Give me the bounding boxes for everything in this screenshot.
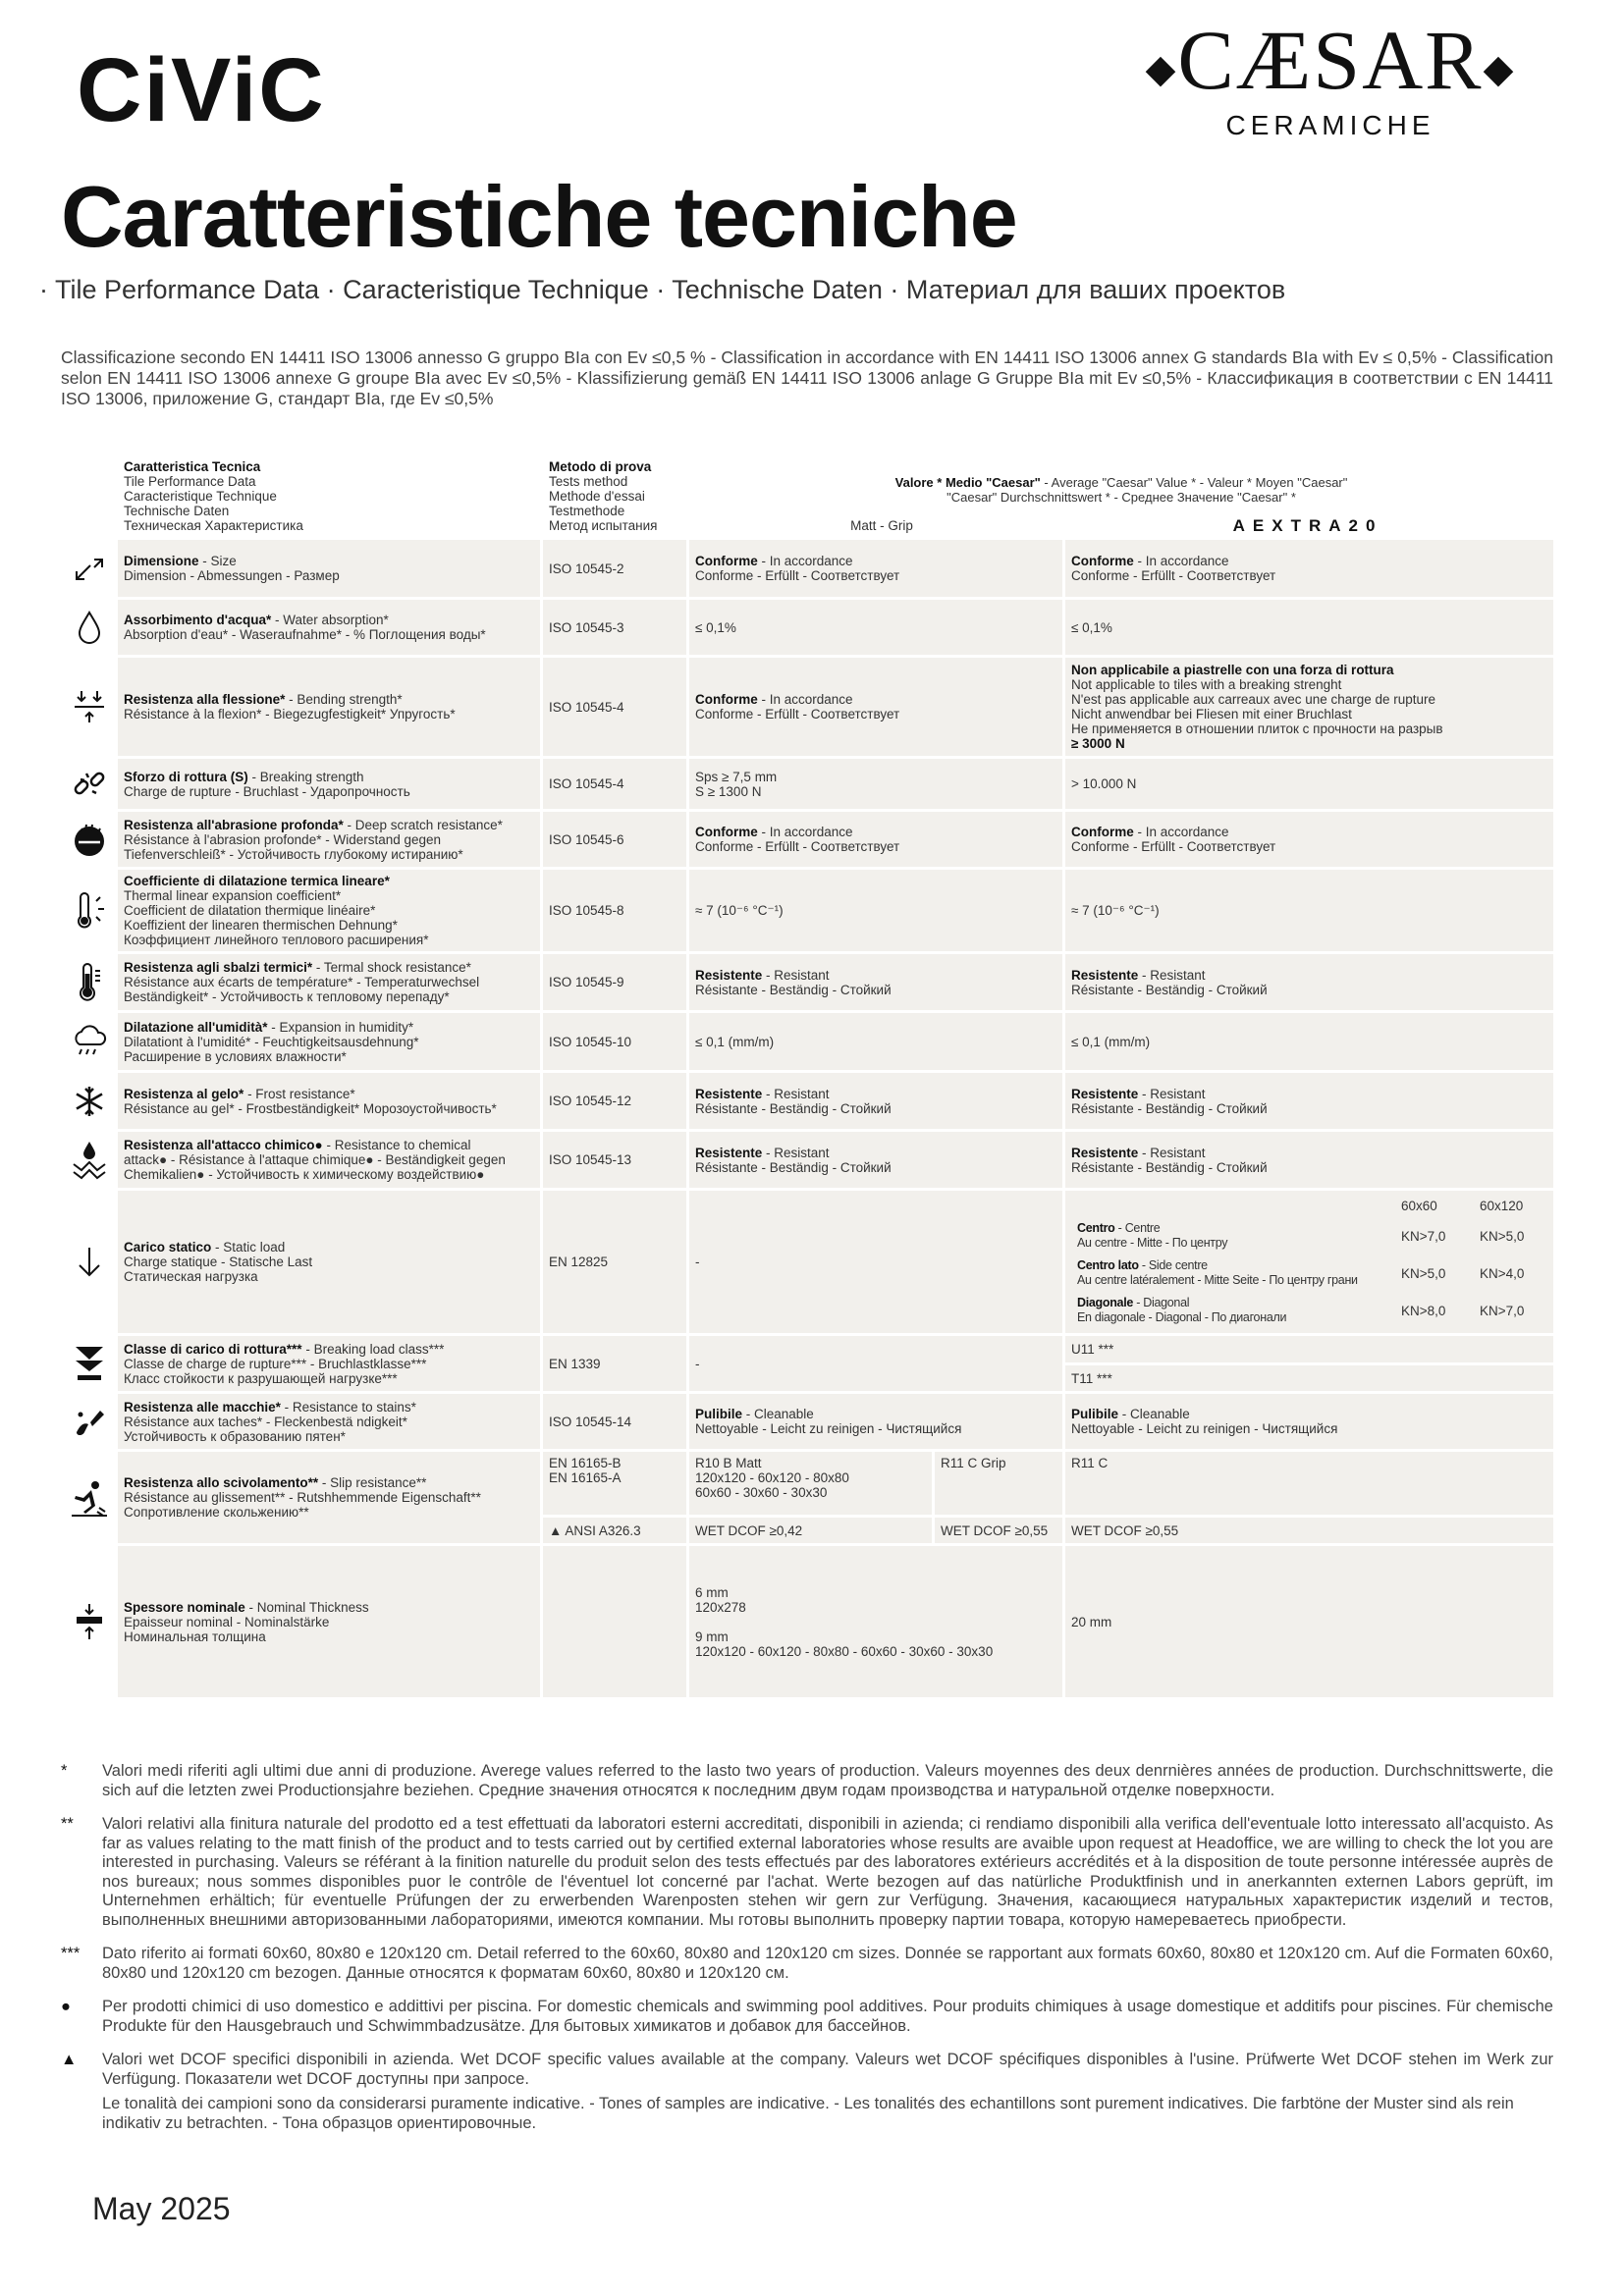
table-row: Resistenza alle macchie* - Resistance to stains* Résistance aux taches* - Fleckenbestä ndigkeit* Устойчивость к образованию пятен* ISO 10545-14 Pulibile - Cleanable Nettoyable - Leicht zu reinigen - Чистящийся Pulibile - Cleanable Nettoyable - Leicht zu reinigen - Чистящийся <box>64 1394 1553 1449</box>
document-date: May 2025 <box>92 2191 231 2226</box>
rain-cloud-icon <box>64 1023 115 1060</box>
page-subtitle: · Tile Performance Data · Caracteristique Technique · Technische Daten · Материал для ваших проектов <box>39 275 1286 304</box>
thermal-expansion-icon <box>64 891 115 931</box>
table-row: ▲ ANSI A326.3 WET DCOF ≥0,42 WET DCOF ≥0,55 WET DCOF ≥0,55 <box>64 1518 1553 1543</box>
tech-table <box>61 448 1556 1700</box>
table-row: Resistenza al gelo* - Frost resistance* Résistance au gel* - Frostbeständigkeit* Морозоустойчивость* ISO 10545-12 Resistente - Resistant Résistante - Beständig - Стойкий Resistente - Resistant Résistante - Beständig - Стойкий <box>64 1073 1553 1129</box>
table-row: Dimensione - Size Dimension - Abmessungen - Размер ISO 10545-2 Conforme - In accordance Conforme - Erfüllt - Соответствует Conforme - In accordance Conforme - Erfüllt - Соответствует <box>64 540 1553 597</box>
table-row: Classe di carico di rottura*** - Breaking load class*** Classe de charge de rupture*** - Bruchlastklasse*** Класс стойкости к разрушающей нагрузке*** EN 1339 - U11 *** T11 *** <box>64 1336 1553 1391</box>
col-aextra20: AEXTRA20 <box>1232 516 1383 535</box>
classification-text: Classificazione secondo EN 14411 ISO 13006 annesso G gruppo BIa con Ev ≤0,5 % - Classification in accordance with EN 14411 ISO 13006 annex G standards BIa with Ev ≤ 0,5% - Classification selon EN 14411 ISO 13006 annexe G groupe BIa avec Ev ≤0,5% - Klassifizierung gemäß EN 14411 ISO 13006 anlage G Gruppe BIa mit Ev ≤0,5% - Классификация в соответствии с EN 14411 ISO 13006, приложение G, стандарт BIa, где Ev ≤0,5% <box>61 347 1553 408</box>
water-drop-icon <box>64 609 115 646</box>
footnote: ** Valori relativi alla finitura naturale del prodotto ed a test effettuati da laboratori esterni accreditati, disponibili in azienda; ci rendiamo disponibili alla verifica dell'eventuale lotto interessato all'acquisto. As far as values relating to the matt finish of the product and to tests carried out by certified external laboratories whose results are avaible upon request at Headoffice, we are willing to check the lot you are interested in purchasing. Valeurs se référant à la finition naturelle du produit selon des tests effectués par des laboratores extérieurs accrédités et à la disposition de toute personne intéressée auprès de nos bureaux; nous sommes disponibles puor le contrôle de l'éventuel lot concerné par l'achat. Werte bezogen auf das natürliche Produktfinish und in anerkannten externen Labors geprüft, im Unternehmen erhältich; für eventuelle Prüfungen der zu erwerbenden Warenposten stehen wir gern zur Verfügung. Значения, касающиеся натуральных характеристик изделий и тестов, выполненных внешними авторизованными лабораториями, имеются компании. Мы готовы выполнить проверку партии товара, которую намереваетесь приобрести. <box>61 1815 1553 1929</box>
page-title: Caratteristiche tecniche <box>61 168 1017 265</box>
abrasion-icon <box>64 821 115 858</box>
table-row: Carico statico - Static load Charge statique - Statische Last Статическая нагрузка EN 12825 - 60x60 60x120 Centro - Centre Au centre - Mitte - По центру KN>7,0 KN>5,0 Centro lato - Side centre Au centre latéralement - Mitte Seite - По центру грани KN>5,0 KN>4,0 Diagonale - Diagonal En diagonale - Diagonal - По диагонали KN>8,0 KN>7,0 <box>64 1191 1553 1333</box>
table-row: Resistenza all'attacco chimico● - Resistance to chemical attack● - Résistance à l'attaque chimique● - Beständigkeit gegen Chemikalien● - Устойчивость к химическому воздействию● ISO 10545-13 Resistente - Resistant Résistante - Beständig - Стойкий Resistente - Resistant Résistante - Beständig - Стойкий <box>64 1132 1553 1188</box>
table-header <box>64 451 1553 537</box>
table-row: Coefficiente di dilatazione termica lineare* Thermal linear expansion coefficient* Coefficient de dilatation thermique linéaire* Koeffizient der linearen thermischen Dehnung* Коэффициент линейного теплового расширения* ISO 10545-8 ≈ 7 (10⁻⁶ °C⁻¹) ≈ 7 (10⁻⁶ °C⁻¹) <box>64 870 1553 951</box>
snowflake-icon <box>64 1083 115 1120</box>
thickness-icon <box>64 1602 115 1641</box>
bending-icon <box>64 687 115 726</box>
table-row: Assorbimento d'acqua* - Water absorption* Absorption d'eau* - Waseraufnahme* - % Поглощения воды* ISO 10545-3 ≤ 0,1% ≤ 0,1% <box>64 600 1553 655</box>
footnote: ▲ Valori wet DCOF specifici disponibili in azienda. Wet DCOF specific values available at the company. Valeurs wet DCOF spécifiques disponibles à l'usine. Prüfwerte Wet DCOF stehen im Werk zur Verfügung. Показатели wet DCOF доступны при запросе. <box>61 2051 1553 2088</box>
slip-person-icon <box>64 1478 115 1518</box>
table-row: Resistenza alla flessione* - Bending strength* Résistance à la flexion* - Biegezugfestigkeit* Упругость* ISO 10545-4 Conforme - In accordance Conforme - Erfüllt - Соответствует Non applicabile a piastrelle con una forza di rottura Not applicable to tiles with a breaking strenght N'est pas applicable aux carreaux avec une charge de rupture Nicht anwendbar bei Fliesen mit einer Bruchlast Не применяется в отношении плиток с прочности на разрыв ≥ 3000 N <box>64 658 1553 756</box>
table-row: Dilatazione all'umidità* - Expansion in humidity* Dilatationt à l'umidité* - Feuchtigkeitsausdehnung* Расширение в условиях влажности* ISO 10545-10 ≤ 0,1 (mm/m) ≤ 0,1 (mm/m) <box>64 1013 1553 1070</box>
chemical-icon <box>64 1141 115 1180</box>
footnote: ● Per prodotti chimici di uso domestico e addittivi per piscina. For domestic chemicals and swimming pool additives. Pour produits chimiques à usage domestique et additifs pour piscines. Für chemische Produkte für den Hausgebrauch und Schwimmbadzusätze. Для бытовых химикатов и добавок для бассейнов. <box>61 1998 1553 2035</box>
broken-chain-icon <box>64 766 115 803</box>
table-row: Resistenza allo scivolamento** - Slip resistance** Résistance au glissement** - Rutshhemmende Eigenschaft** Сопротивление скольжению** EN 16165-B EN 16165-A R10 B Matt 120x120 - 60x120 - 80x80 60x60 - 30x60 - 30x30 R11 C Grip R11 C <box>64 1452 1553 1515</box>
static-load-table: 60x60 60x120 Centro - Centre Au centre - Mitte - По центру KN>7,0 KN>5,0 Centro lato - Side centre Au centre latéralement - Mitte Seite - По центру грани KN>5,0 KN>4,0 Diagonale - Diagonal En diagonale - Diagonal - По диагонали KN>8,0 KN>7,0 <box>1077 1199 1525 1324</box>
table-row: Spessore nominale - Nominal Thickness Epaisseur nominal - Nominalstärke Номинальная толщина 6 mm 120x278 9 mm 120x120 - 60x120 - 80x80 - 60x60 - 30x60 - 30x30 20 mm <box>64 1546 1553 1697</box>
method-header: Metodo di prova Tests method Methode d'essai Testmethode Метод испытания <box>543 451 686 537</box>
footnotes <box>61 1762 1553 2148</box>
triangle-marker: ▲ <box>549 1522 563 1538</box>
footnote: *** Dato riferito ai formati 60x60, 80x80 e 120x120 cm. Detail referred to the 60x60, 80x80 and 120x120 cm sizes. Donnée se rapportant aux formats 60x60, 80x80 et 120x120 cm. Auf die Formaten 60x60, 80x80 und 120x120 cm bezogen. Данные относятся к форматам 60x60, 80x80 и 120x120 см. <box>61 1945 1553 1982</box>
value-header: Valore * Medio "Caesar" - Average "Caesar" Value * - Valeur * Moyen "Caesar" "Caesar" Durchschnittswert * - Среднее Значение "Caesar" * Matt - Grip AEXTRA20 <box>689 451 1553 537</box>
col-matt-grip: Matt - Grip <box>850 518 913 533</box>
thermometer-icon <box>64 963 115 1002</box>
breaking-class-icon <box>64 1344 115 1383</box>
table-row: Resistenza agli sbalzi termici* - Termal shock resistance* Résistance aux écarts de température* - Temperaturwechsel Beständigkeit* - Устойчивость к тепловому перепаду* ISO 10545-9 Resistente - Resistant Résistante - Beständig - Стойкий Resistente - Resistant Résistante - Beständig - Стойкий <box>64 954 1553 1010</box>
brush-stain-icon <box>64 1403 115 1440</box>
caesar-logo: ◆CÆSAR◆ CERAMICHE <box>1145 13 1516 140</box>
footnote: Le tonalità dei campioni sono da considerarsi puramente indicative. - Tones of samples are indicative. - Les tonalités des echantillons sont purement indicatives. Die farbtöne der Muster sind als rein indikativ zu betrachten. - Тона образцов ориентировочные. <box>102 2095 1514 2132</box>
table-row: Resistenza all'abrasione profonda* - Deep scratch resistance* Résistance à l'abrasion profonde* - Widerstand gegen Tiefenverschleiß* - Устойчивость глубокому истиранию* ISO 10545-6 Conforme - In accordance Conforme - Erfüllt - Соответствует Conforme - In accordance Conforme - Erfüllt - Соответствует <box>64 812 1553 867</box>
table-row: Sforzo di rottura (S) - Breaking strength Charge de rupture - Bruchlast - Ударопрочность ISO 10545-4 Sps ≥ 7,5 mm S ≥ 1300 N > 10.000 N <box>64 759 1553 809</box>
characteristic-header: Caratteristica Tecnica Tile Performance Data Caracteristique Technique Technische Daten Техническая Характеристика <box>118 451 540 537</box>
footnote: * Valori medi riferiti agli ultimi due anni di produzione. Averege values referred to the lasto two years of production. Valeurs moyennes des deux denrnières années de production. Durchschnittswerte, die sich auf die letzten zwei Productionsjahre beziehen. Средние значения относятся к последним двум годам производства и натуральной отделке поверхности. <box>61 1762 1553 1799</box>
dimension-icon <box>64 550 115 587</box>
brand-name: CiViC <box>77 40 326 140</box>
down-arrow-icon <box>64 1244 115 1281</box>
